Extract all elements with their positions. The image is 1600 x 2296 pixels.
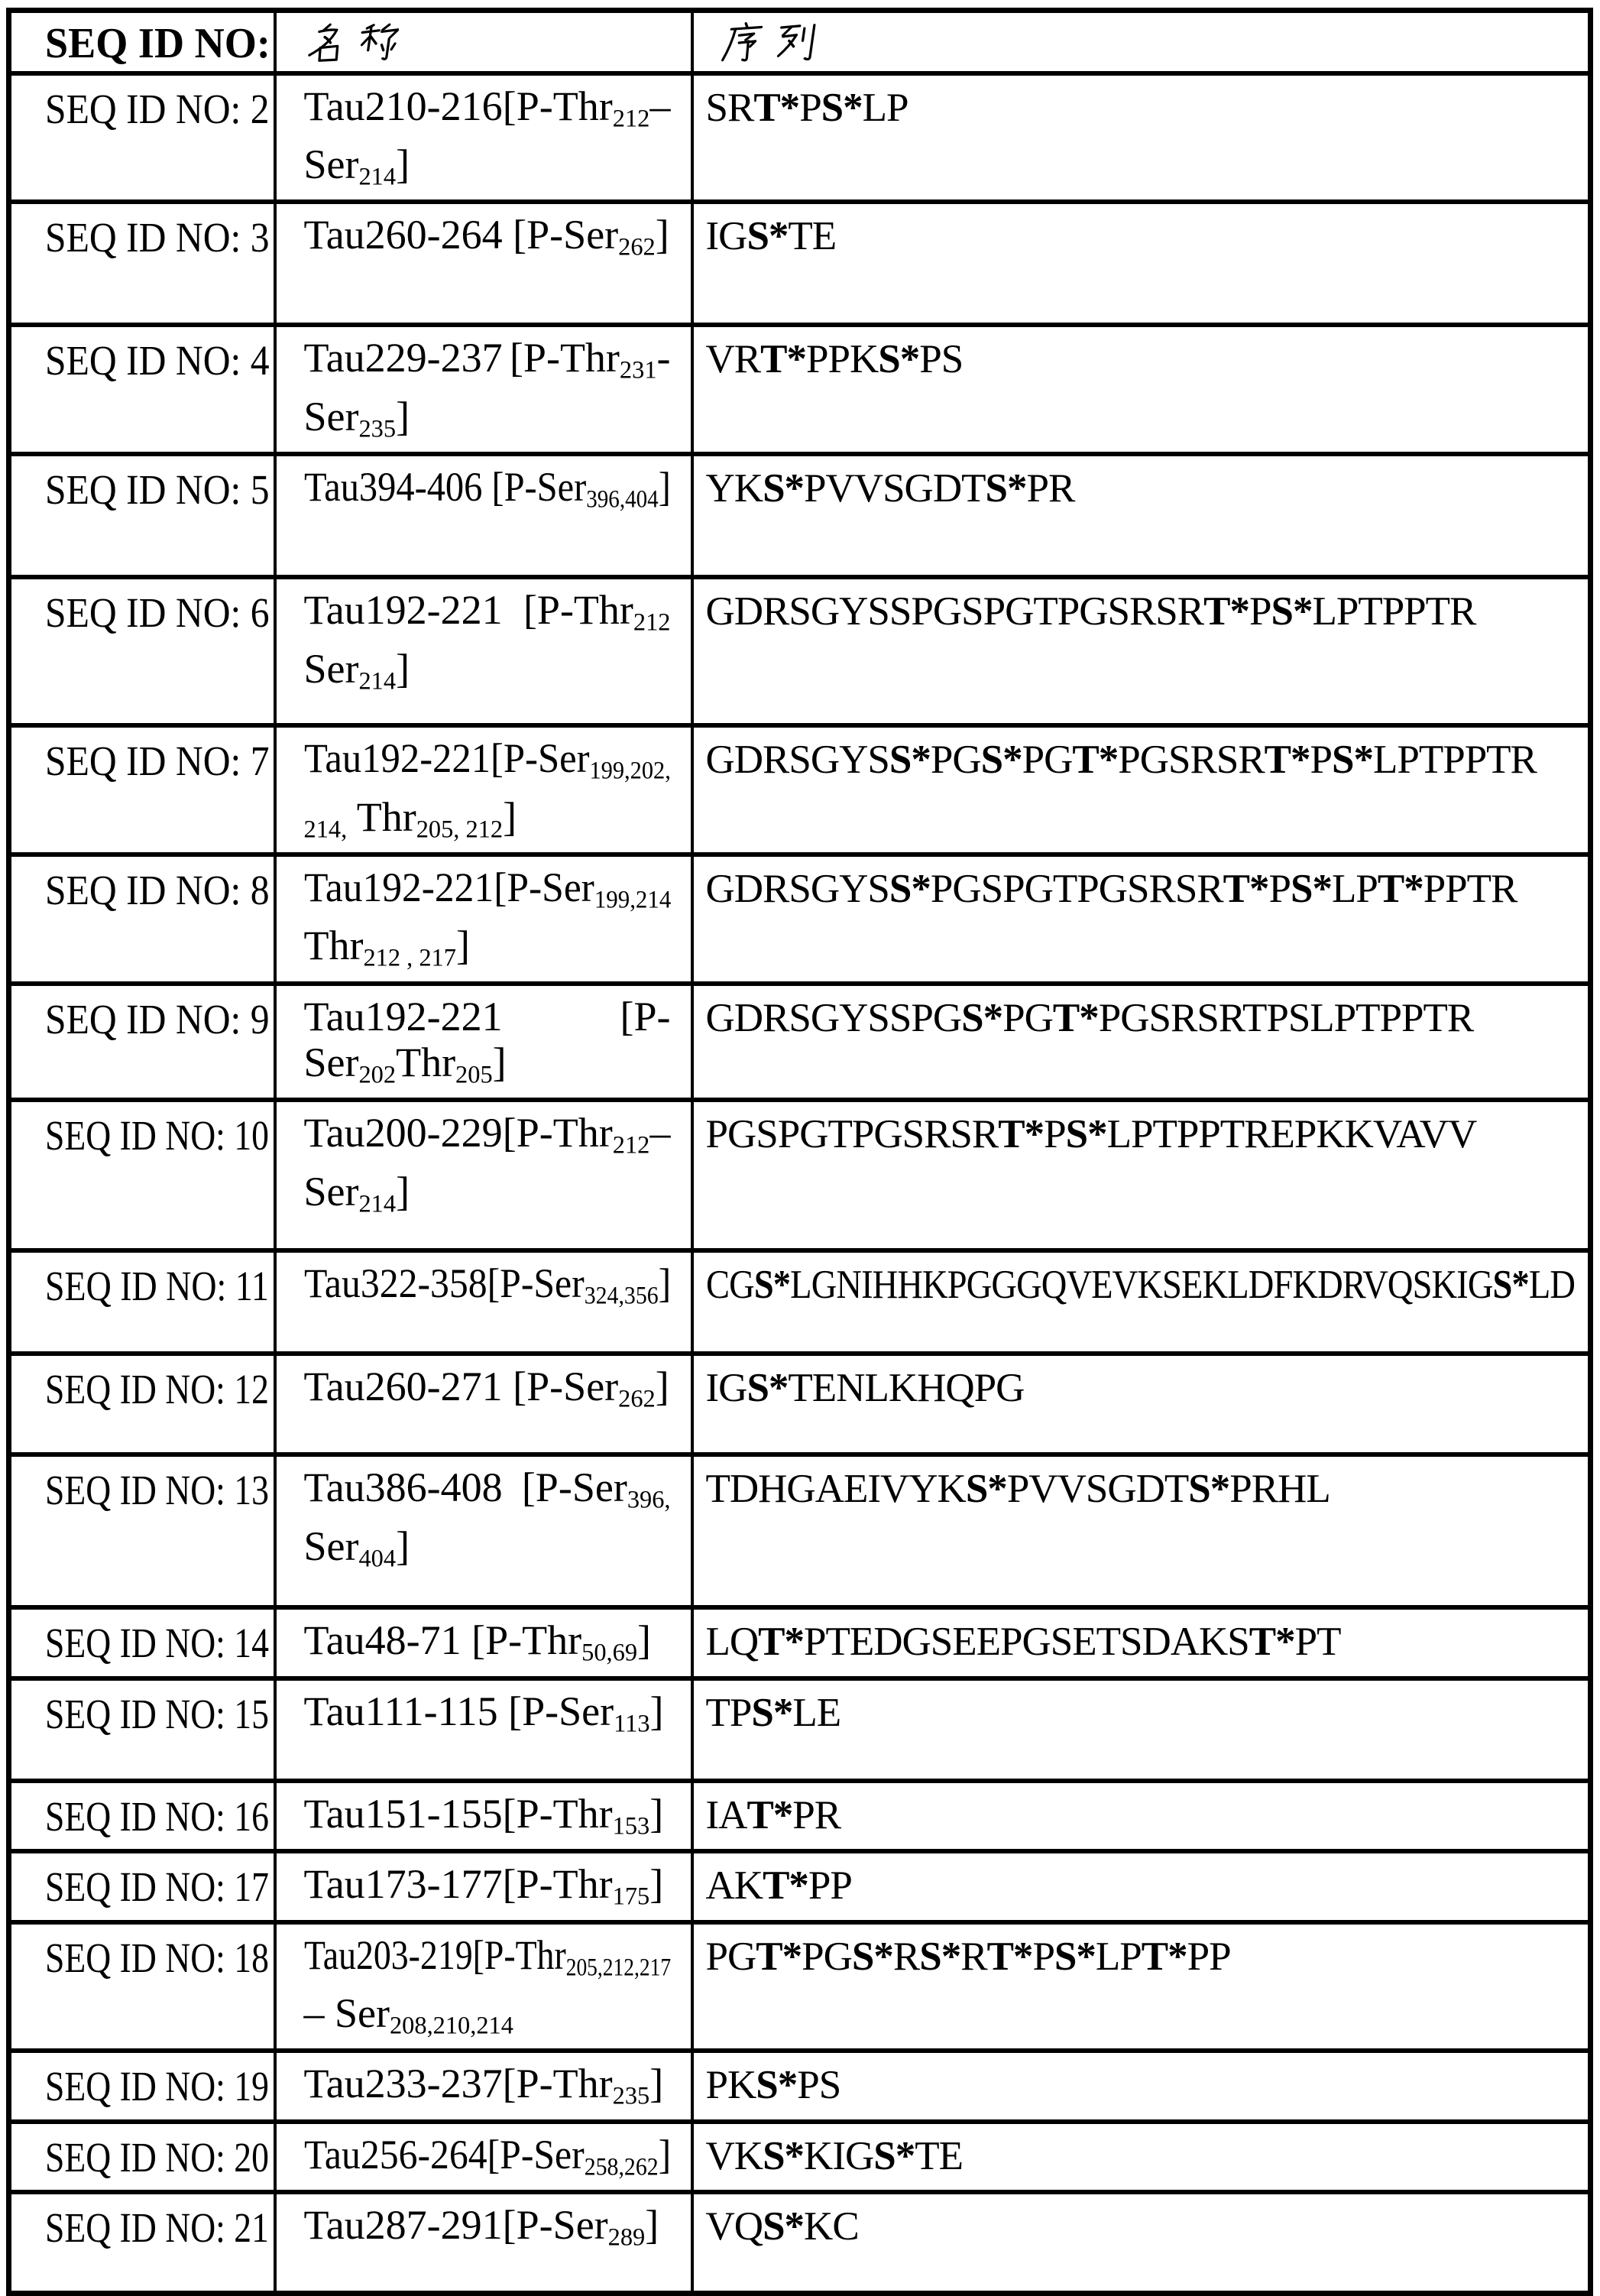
sequence-text: GDRSGYSSPGSPGTPGSRSRT*PS*LPTPPTR: [705, 589, 1476, 634]
seq-id-cell: [9, 1851, 275, 1921]
name-token: Ser$_{235}$]: [303, 393, 410, 443]
name-line: [303, 1260, 671, 1318]
sequence-text: SRT*PS*LP: [705, 85, 909, 130]
name-cell: [275, 325, 692, 454]
sequence-cell: [692, 1250, 1591, 1354]
name-cell: [275, 1781, 692, 1851]
seq-id-cell: [9, 1678, 275, 1781]
sequence-text: GDRSGYSS*PGSPGTPGSRSRT*PS*LPT*PPTR: [705, 867, 1517, 912]
sequence-cell: [692, 855, 1591, 984]
cjk-xu-glyph: [721, 22, 763, 63]
name-cell: [275, 1100, 692, 1250]
table-header: [9, 11, 1591, 73]
name-cell: [275, 1354, 692, 1454]
name-token: Ser$_{202}$Thr$_{205}$]: [303, 1039, 507, 1089]
seq-id-cell: [9, 454, 275, 577]
name-token: Ser$_{214}$]: [303, 645, 410, 696]
name-cell: [275, 454, 692, 577]
table-row: [9, 1678, 1591, 1781]
seq-id-text: SEQ ID NO: 17: [45, 1863, 269, 1911]
seq-id-text: SEQ ID NO: 14: [45, 1620, 269, 1667]
sequence-cell: [692, 1678, 1591, 1781]
name-token: Thr$_{212 , 217}$]: [303, 923, 470, 972]
name-token: Tau210-216: [303, 83, 503, 129]
name-token: Ser$_{199,214}$: [541, 864, 671, 914]
name-line: [304, 1990, 671, 2048]
sequence-text: TPS*LE: [705, 1690, 841, 1735]
name-cell: [275, 1678, 692, 1781]
sequence-cell: [692, 2051, 1591, 2121]
seq-id-text: SEQ ID NO: 19: [45, 2063, 269, 2110]
name-token: Tau203-219[P-Thr$_{205,212,217}$: [303, 1931, 671, 1981]
sequence-cell: [692, 984, 1591, 1100]
name-line: [303, 864, 671, 923]
sequence-cell: [692, 454, 1591, 577]
name-token: [P-Thr$_{212}$: [502, 1110, 650, 1159]
name-token: Tau151-155[P-Thr$_{153}$]: [303, 1790, 664, 1840]
sequence-text: PGSPGTPGSRSRT*PS*LPTPPTREPKKVAVV: [705, 1112, 1477, 1157]
name-token: $_{214,}$ Thr$_{205, 212}$]: [303, 793, 517, 844]
name-token: Tau200-229: [303, 1110, 503, 1156]
header-seq-id: [9, 11, 275, 73]
name-token: Tau48-71 [P-Thr$_{50,69}$]: [303, 1617, 652, 1667]
sequence-cell: [692, 1100, 1591, 1250]
name-token: [P-Thr$_{212}$: [502, 83, 650, 132]
seq-id-cell: [9, 2192, 275, 2293]
name-line: [303, 464, 671, 522]
name-token: [P-: [493, 864, 542, 911]
sequence-text: IGS*TENLKHQPG: [705, 1366, 1025, 1411]
seq-id-text: SEQ ID NO: 16: [45, 1792, 269, 1840]
table-row: [9, 725, 1591, 855]
name-line: [304, 212, 671, 270]
name-line: [304, 1688, 671, 1746]
seq-id-text: SEQ ID NO: 7: [45, 738, 270, 785]
name-token: [P-Thr$_{212}$: [523, 587, 671, 637]
peptide-sequence-table: [6, 8, 1593, 2296]
table-row: [9, 1354, 1591, 1454]
name-line: [304, 646, 671, 704]
name-cell: [275, 2051, 692, 2121]
table-row: [9, 855, 1591, 984]
name-token: [P-Thr$_{231}$-: [509, 335, 671, 384]
seq-id-text: SEQ ID NO: 20: [45, 2133, 269, 2181]
name-line: [304, 1464, 671, 1523]
seq-id-cell: [9, 2122, 275, 2192]
name-token: [P-Ser$_{396,}$: [521, 1464, 671, 1514]
name-line: [304, 1791, 671, 1849]
name-line: [304, 923, 671, 981]
table-row: [9, 1851, 1591, 1921]
table-row: [9, 1922, 1591, 2051]
table-row: [9, 1100, 1591, 1250]
name-line: [304, 335, 671, 393]
seq-id-cell: [9, 2051, 275, 2121]
name-line: [304, 1617, 671, 1675]
seq-id-cell: [9, 1354, 275, 1454]
name-token: Tau192-221: [303, 587, 503, 634]
cjk-ming-glyph: [304, 22, 345, 63]
sequence-text: VQS*KC: [705, 2204, 859, 2249]
seq-id-cell: [9, 202, 275, 325]
sequence-text: PKS*PS: [705, 2063, 841, 2108]
sequence-text: LQT*PTEDGSEEPGSETSDAKST*PT: [705, 1620, 1341, 1665]
sequence-cell: [692, 1607, 1591, 1678]
seq-id-cell: [9, 325, 275, 454]
sequence-text: VKS*KIGS*TE: [705, 2133, 963, 2178]
table-row: [9, 73, 1591, 203]
name-token: Tau173-177[P-Thr$_{175}$]: [303, 1861, 664, 1911]
sequence-text: YKS*PVVSGDTS*PR: [705, 466, 1075, 511]
sequence-text: VRT*PPKS*PS: [705, 337, 964, 382]
sequence-text: AKT*PP: [705, 1863, 852, 1908]
name-cell: [275, 855, 692, 984]
seq-id-text: SEQ ID NO: 18: [45, 1934, 269, 1981]
seq-id-text: SEQ ID NO: 11: [45, 1263, 269, 1310]
sequence-cell: [692, 725, 1591, 855]
name-token: Tau260-271 [P-Ser$_{262}$]: [303, 1364, 669, 1413]
sequence-text: GDRSGYSS*PGS*PGT*PGSRSRT*PS*LPTPPTR: [705, 738, 1537, 783]
sequence-cell: [692, 73, 1591, 203]
seq-id-text: SEQ ID NO: 13: [45, 1467, 269, 1514]
sequence-cell: [692, 2122, 1591, 2192]
name-token: –: [649, 83, 671, 129]
table-row: [9, 325, 1591, 454]
name-token: Tau229-237: [303, 335, 503, 381]
sequence-cell: [692, 1354, 1591, 1454]
table-row: [9, 1250, 1591, 1354]
seq-id-cell: [9, 855, 275, 984]
sequence-text: IAT*PR: [705, 1792, 841, 1837]
table-row: [9, 1454, 1591, 1607]
name-line: [304, 1169, 671, 1227]
seq-id-text: SEQ ID NO: 8: [45, 867, 270, 914]
table-row: [9, 984, 1591, 1100]
name-token: Tau287-291[P-Ser$_{289}$]: [303, 2202, 659, 2252]
seq-id-text: SEQ ID NO: 15: [45, 1690, 269, 1737]
name-token: Tau260-264 [P-Ser$_{262}$]: [303, 212, 669, 261]
name-token: Tau192-221: [303, 735, 491, 782]
name-token: Tau386-408: [303, 1464, 503, 1511]
seq-id-cell: [9, 1454, 275, 1607]
name-line: [304, 2061, 671, 2119]
name-line: [304, 1523, 671, 1581]
name-line: [304, 1861, 671, 1919]
sequence-cell: [692, 2192, 1591, 2293]
header-name-label: [408, 22, 409, 23]
name-cell: [275, 577, 692, 725]
header-seq-id-label: SEQ ID NO:: [45, 20, 270, 67]
name-token: Tau322-358[P-Ser$_{324,356}$]: [303, 1260, 671, 1310]
name-token: Tau394-406 [P-Ser$_{396,404}$]: [303, 464, 671, 514]
name-line: [304, 83, 671, 141]
name-token: [P-: [620, 993, 671, 1039]
name-cell: [275, 73, 692, 203]
name-cell: [275, 1607, 692, 1678]
cjk-cheng-glyph: [358, 22, 399, 63]
name-line: [303, 735, 671, 793]
seq-id-cell: [9, 984, 275, 1100]
table-row: [9, 577, 1591, 725]
header-sequence-label: [825, 22, 826, 23]
seq-id-text: SEQ ID NO: 21: [45, 2204, 269, 2252]
sequence-cell: [692, 1781, 1591, 1851]
name-token: Tau233-237[P-Thr$_{235}$]: [303, 2061, 664, 2110]
name-line: [303, 2131, 671, 2190]
name-cell: [275, 2122, 692, 2192]
name-cell: [275, 1851, 692, 1921]
name-cell: [275, 1454, 692, 1607]
sequence-cell: [692, 1922, 1591, 2051]
header-row: [9, 11, 1591, 73]
name-line: [304, 794, 671, 852]
name-token: Tau111-115 [P-Ser$_{113}$]: [303, 1688, 664, 1738]
name-cell: [275, 2192, 692, 2293]
name-cell: [275, 202, 692, 325]
seq-id-cell: [9, 1607, 275, 1678]
sequence-text: GDRSGYSSPGS*PGT*PGSRSRTPSLPTPPTR: [705, 995, 1474, 1040]
header-sequence: [692, 11, 1591, 73]
name-cell: [275, 1250, 692, 1354]
name-line: [304, 1039, 671, 1098]
seq-id-text: SEQ ID NO: 4: [45, 337, 270, 384]
name-token: Tau256-264[P-Ser$_{258,262}$]: [303, 2131, 671, 2181]
name-line: [304, 994, 671, 1039]
table-row: [9, 1607, 1591, 1678]
name-line: [304, 1364, 671, 1422]
table-row: [9, 2051, 1591, 2121]
name-token: –: [649, 1110, 671, 1156]
seq-id-cell: [9, 1250, 275, 1354]
sequence-cell: [692, 1851, 1591, 1921]
table-row: [9, 202, 1591, 325]
table-row: [9, 2122, 1591, 2192]
seq-id-cell: [9, 725, 275, 855]
seq-id-text: SEQ ID NO: 10: [45, 1112, 269, 1159]
seq-id-cell: [9, 73, 275, 203]
name-line: [303, 1931, 671, 1990]
seq-id-text: SEQ ID NO: 5: [45, 466, 270, 514]
table-row: [9, 454, 1591, 577]
name-token: – Ser$_{208,210,214}$: [303, 1990, 513, 2040]
table-body: [9, 73, 1591, 2294]
name-token: Ser$_{214}$]: [303, 141, 410, 191]
seq-id-cell: [9, 577, 275, 725]
name-line: [304, 1110, 671, 1168]
name-cell: [275, 725, 692, 855]
name-token: Tau192-221: [303, 993, 503, 1039]
seq-id-cell: [9, 1100, 275, 1250]
header-name: [275, 11, 692, 73]
table-row: [9, 2192, 1591, 2293]
name-line: [304, 2202, 671, 2260]
name-token: [P-Ser$_{199,}$: [490, 735, 630, 785]
sequence-text: IGS*TE: [705, 214, 837, 259]
name-line: [304, 394, 671, 452]
seq-id-text: SEQ ID NO: 9: [45, 995, 270, 1043]
name-cell: [275, 984, 692, 1100]
seq-id-cell: [9, 1922, 275, 2051]
sequence-text: TDHGAEIVYKS*PVVSGDTS*PRHL: [705, 1467, 1330, 1512]
sequence-text: PGT*PGS*RS*RT*PS*LPT*PP: [705, 1934, 1231, 1979]
sequence-cell: [692, 202, 1591, 325]
sequence-cell: [692, 1454, 1591, 1607]
name-line: [304, 587, 671, 645]
name-token: Ser$_{214}$]: [303, 1168, 410, 1218]
sequence-text: CGS*LGNIHHKPGGGQVEVKSEKLDFKDRVQSKIGS*LD: [705, 1263, 1575, 1308]
sequence-cell: [692, 577, 1591, 725]
seq-id-text: SEQ ID NO: 12: [45, 1366, 269, 1413]
name-cell: [275, 1922, 692, 2051]
seq-id-text: SEQ ID NO: 2: [45, 85, 270, 132]
seq-id-text: SEQ ID NO: 3: [45, 214, 270, 261]
sequence-cell: [692, 325, 1591, 454]
name-line: [304, 141, 671, 199]
seq-id-text: SEQ ID NO: 6: [45, 589, 270, 637]
name-token: Tau192-221: [303, 864, 494, 911]
name-token: 202,: [630, 757, 671, 785]
table-row: [9, 1781, 1591, 1851]
cjk-lie-glyph: [775, 22, 816, 63]
seq-id-cell: [9, 1781, 275, 1851]
name-token: Ser$_{404}$]: [303, 1523, 410, 1573]
